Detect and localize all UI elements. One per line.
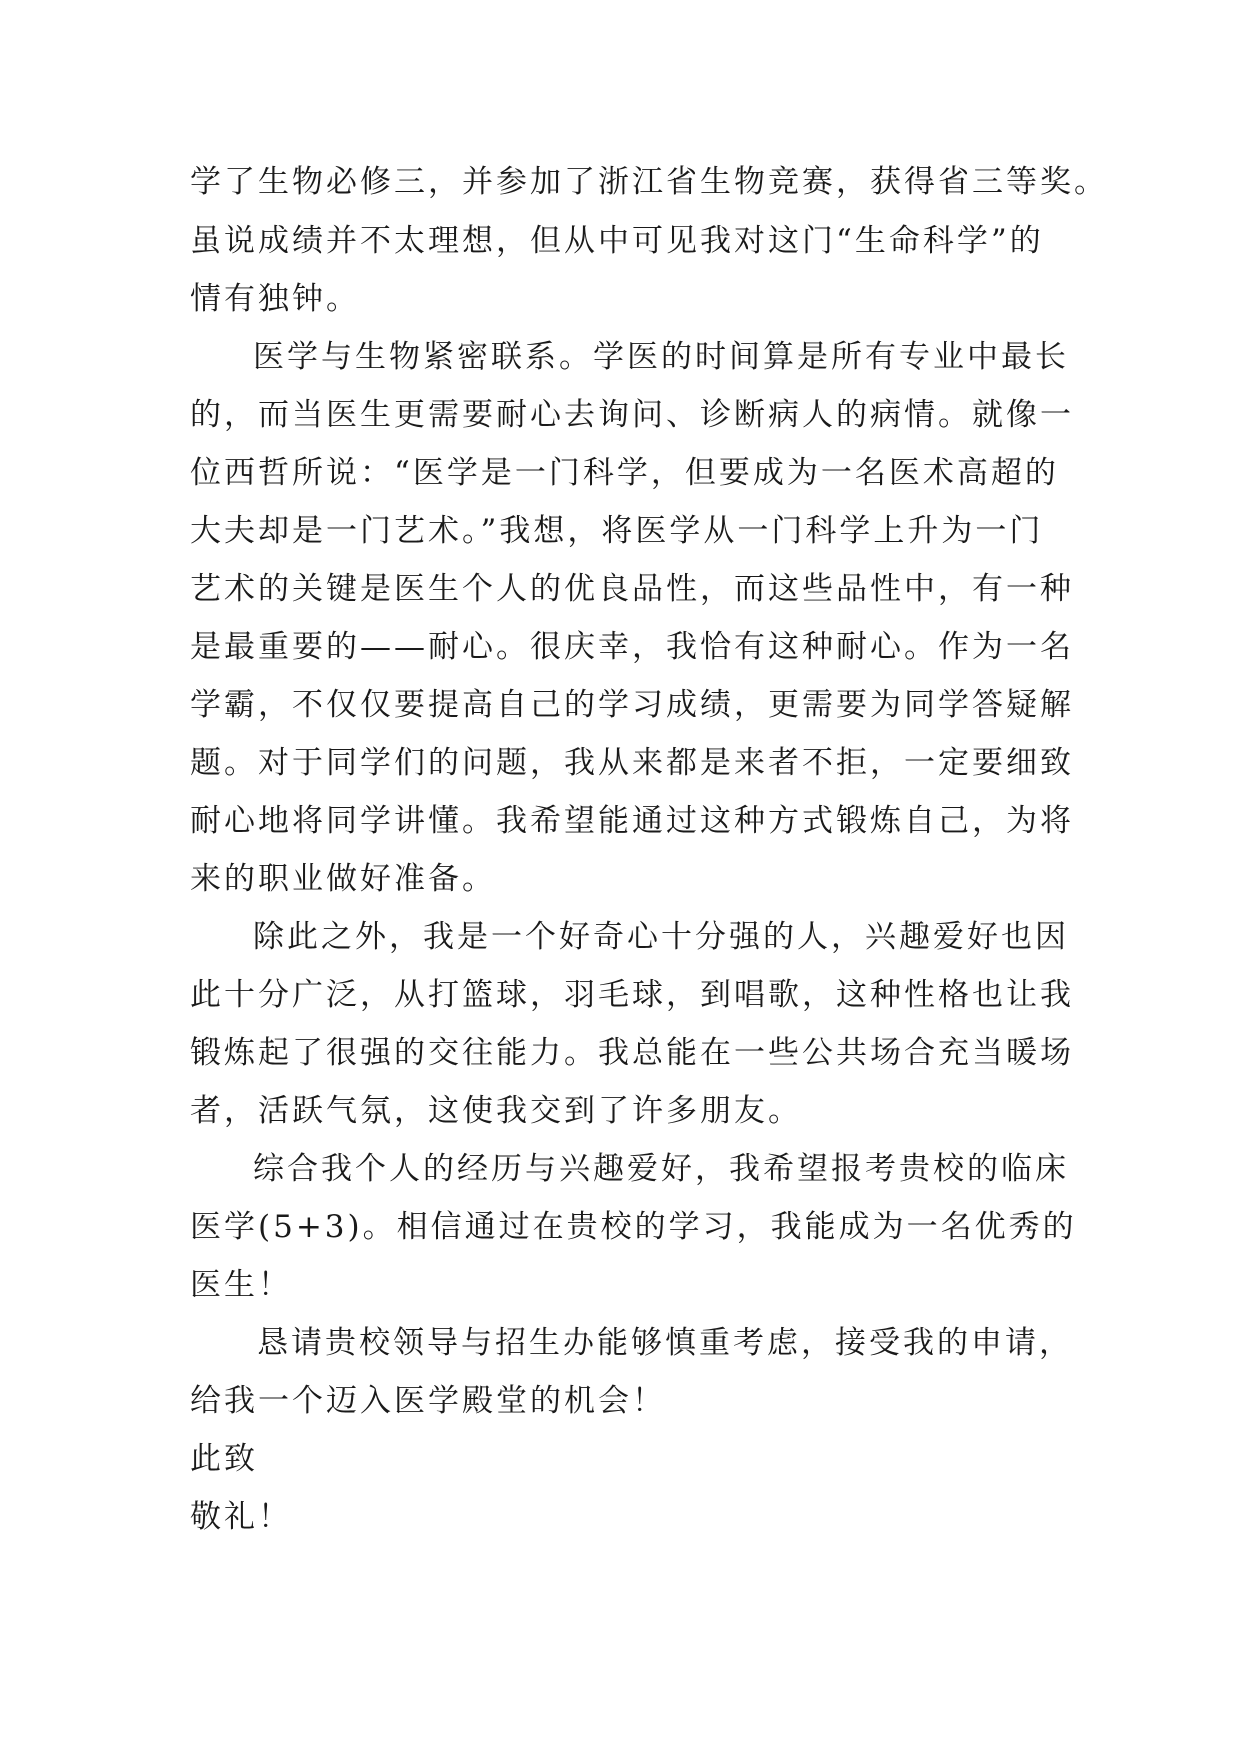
text-line-15: 此十分广泛，从打篮球，羽毛球，到唱歌，这种性格也让我: [190, 977, 1074, 1013]
text-line-17: 者，活跃气氛，这使我交到了许多朋友。: [190, 1093, 802, 1129]
paragraph-5-line-1: 恳请贵校领导与招生办能够慎重考虑，接受我的申请，: [257, 1325, 1073, 1361]
paragraph-2-line-1: 医学与生物紧密联系。学医的时间算是所有专业中最长: [253, 339, 1069, 375]
paragraph-4-line-1: 综合我个人的经历与兴趣爱好，我希望报考贵校的临床: [253, 1151, 1069, 1187]
text-line-1: 学了生物必修三，并参加了浙江省生物竞赛，获得省三等奖。: [190, 164, 1108, 200]
text-line-11: 题。对于同学们的问题，我从来都是来者不拒，一定要细致: [190, 745, 1074, 781]
text-line-7: 大夫却是一门艺术。”我想，将医学从一门科学上升为一门: [190, 513, 1044, 549]
paragraph-3-line-1: 除此之外，我是一个好奇心十分强的人，兴趣爱好也因: [253, 919, 1069, 955]
text-line-5: 的，而当医生更需要耐心去询问、诊断病人的病情。就像一: [190, 397, 1074, 433]
text-line-22: 给我一个迈入医学殿堂的机会！: [190, 1383, 666, 1419]
closing-respect: 敬礼！: [190, 1499, 292, 1535]
text-line-2: 虽说成绩并不太理想，但从中可见我对这门“生命科学”的: [190, 223, 1044, 259]
text-line-3: 情有独钟。: [190, 281, 360, 317]
text-line-20: 医生！: [190, 1267, 292, 1303]
closing-salutation: 此致: [190, 1441, 258, 1477]
text-line-10: 学霸，不仅仅要提高自己的学习成绩，更需要为同学答疑解: [190, 687, 1074, 723]
text-line-19: 医学(5+3)。相信通过在贵校的学习，我能成为一名优秀的: [190, 1209, 1077, 1245]
text-line-9: 是最重要的——耐心。很庆幸，我恰有这种耐心。作为一名: [190, 629, 1074, 665]
text-line-13: 来的职业做好准备。: [190, 861, 496, 897]
text-line-12: 耐心地将同学讲懂。我希望能通过这种方式锻炼自己，为将: [190, 803, 1074, 839]
text-line-16: 锻炼起了很强的交往能力。我总能在一些公共场合充当暖场: [190, 1035, 1074, 1071]
text-line-6: 位西哲所说：“医学是一门科学，但要成为一名医术高超的: [190, 455, 1059, 491]
text-line-8: 艺术的关键是医生个人的优良品性，而这些品性中，有一种: [190, 571, 1074, 607]
